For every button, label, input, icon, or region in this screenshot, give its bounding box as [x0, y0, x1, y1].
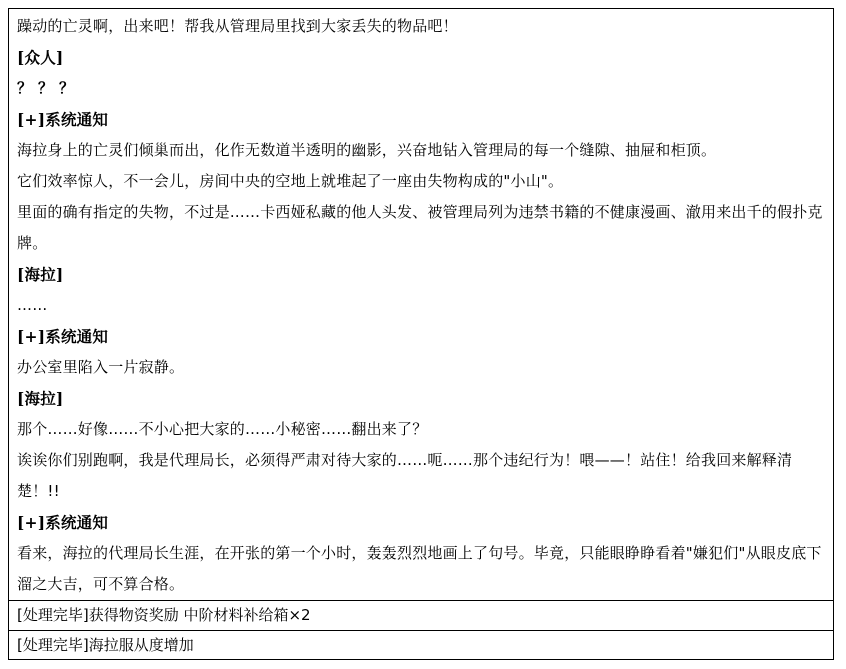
- question-marks-line: ？？？: [17, 79, 81, 97]
- system-notice-heading: [+]系统通知: [17, 327, 109, 346]
- system-notice-heading: [+]系统通知: [17, 513, 109, 532]
- narration-line: 看来，海拉的代理局长生涯，在开张的第一个小时，轰轰烈烈地画上了句号。毕竟，只能眼睁睁看着"嫌犯们"从眼皮底下溜之大吉，可不算合格。: [17, 544, 822, 593]
- obedience-row: [处理完毕]海拉服从度增加: [9, 630, 833, 659]
- document-table: [8, 8, 834, 660]
- dialogue-line: 那个……好像……不小心把大家的……小秘密……翻出来了？: [17, 420, 428, 438]
- speaker-heading: [众人]: [17, 48, 64, 67]
- narration-line: 躁动的亡灵啊，出来吧！帮我从管理局里找到大家丢失的物品吧！: [17, 17, 458, 35]
- speaker-heading: [海拉]: [17, 389, 64, 408]
- narration-line: 海拉身上的亡灵们倾巢而出，化作无数道半透明的幽影，兴奋地钻入管理局的每一个缝隙、抽屉和柜顶。: [17, 141, 717, 159]
- result-rows: [9, 601, 833, 659]
- dialogue-line: 诶诶你们别跑啊，我是代理局长，必须得严肃对待大家的……呃……那个违纪行为！喂——！站住！给我回来解释清楚！!!: [17, 451, 793, 500]
- dialogue-line: ……: [17, 296, 48, 314]
- story-cell: [9, 9, 833, 601]
- speaker-heading: [海拉]: [17, 265, 64, 284]
- narration-line: 办公室里陷入一片寂静。: [17, 358, 185, 376]
- narration-line: 里面的确有指定的失物，不过是……卡西娅私藏的他人头发、被管理局列为违禁书籍的不健康漫画、澈用来出千的假扑克牌。: [17, 203, 823, 252]
- system-notice-heading: [+]系统通知: [17, 110, 109, 129]
- narration-line: 它们效率惊人，不一会儿，房间中央的空地上就堆起了一座由失物构成的"小山"。: [17, 172, 564, 190]
- reward-row: [处理完毕]获得物资奖励 中阶材料补给箱×2: [17, 606, 311, 624]
